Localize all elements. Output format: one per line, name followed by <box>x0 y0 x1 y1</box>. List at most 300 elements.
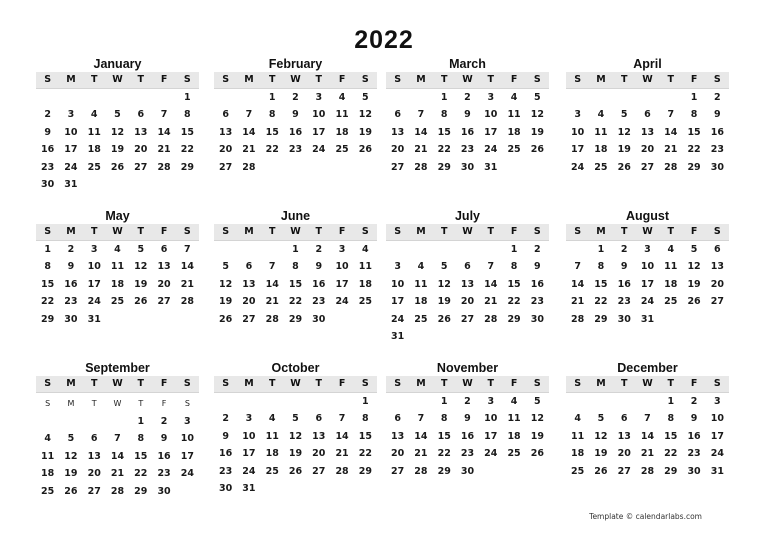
day-cell: 12 <box>134 261 148 273</box>
weekday-header <box>214 72 377 89</box>
weekday-label: S <box>713 378 721 389</box>
weekday-label: T <box>440 74 448 85</box>
day-cell: 8 <box>667 413 675 425</box>
day-cell: 12 <box>437 278 451 290</box>
day-cell: 29 <box>358 465 372 477</box>
day-cell: 27 <box>617 465 631 477</box>
day-cell: 11 <box>664 261 678 273</box>
day-cell: 20 <box>710 278 724 290</box>
day-cell <box>409 89 432 106</box>
day-cell: 31 <box>391 330 405 342</box>
day-cell: 16 <box>687 430 701 442</box>
day-cell: 16 <box>312 278 326 290</box>
day-cell: 8 <box>440 109 448 121</box>
weekday-label: S <box>222 74 230 85</box>
day-cell: 6 <box>714 244 721 255</box>
day-cell: 11 <box>87 126 101 138</box>
day-cell: 28 <box>571 313 585 325</box>
day-cell: 19 <box>358 126 372 138</box>
day-cell: 26 <box>530 144 544 156</box>
day-cell: 28 <box>640 465 655 477</box>
day-cell: 24 <box>312 144 326 156</box>
day-cell: 13 <box>157 261 171 273</box>
day-cell: 9 <box>315 261 323 273</box>
day-cell: 30 <box>460 161 475 173</box>
day-cell <box>129 176 152 193</box>
day-cell <box>106 176 129 193</box>
week-row <box>36 106 199 123</box>
day-cell <box>566 89 589 106</box>
day-cell: 28 <box>180 296 194 308</box>
day-cell <box>214 89 237 106</box>
day-cell: 1 <box>184 92 191 103</box>
day-cell: 26 <box>288 465 303 477</box>
week-row <box>566 141 729 158</box>
day-cell: 3 <box>245 413 253 425</box>
day-cell: 22 <box>507 296 521 308</box>
weekday-label: M <box>244 226 254 237</box>
weekday-label: F <box>338 74 346 85</box>
week-row <box>386 328 549 345</box>
weekday-label: T <box>137 378 145 389</box>
day-cell: 10 <box>64 126 78 138</box>
day-cell: 18 <box>594 144 608 156</box>
day-cell: 29 <box>41 313 55 325</box>
week-row <box>566 276 729 293</box>
week-row <box>36 448 199 465</box>
day-cell: 17 <box>640 278 655 290</box>
day-cell: 9 <box>160 433 168 445</box>
day-cell: 2 <box>315 244 323 255</box>
day-cell: 23 <box>710 144 724 156</box>
week-row <box>36 293 199 310</box>
week-row <box>214 410 377 427</box>
week-row <box>566 293 729 310</box>
day-cell: 21 <box>414 144 428 156</box>
day-cell <box>354 159 377 176</box>
day-cell: 6 <box>222 109 229 121</box>
day-cell: 19 <box>288 448 303 460</box>
day-cell: 22 <box>437 448 451 460</box>
day-cell: 20 <box>219 144 233 156</box>
weekday-label: T <box>137 226 145 237</box>
day-cell: 29 <box>180 161 194 173</box>
day-cell: 2 <box>620 244 628 255</box>
weekday-label: F <box>338 378 346 389</box>
day-cell: 18 <box>358 278 372 290</box>
day-cell <box>526 328 549 345</box>
day-cell: 13 <box>640 126 655 138</box>
weekday-label: F <box>160 378 168 389</box>
day-cell: 23 <box>312 296 326 308</box>
day-cell: 20 <box>460 296 475 308</box>
day-cell: 4 <box>417 261 425 273</box>
day-cell: 18 <box>110 278 125 290</box>
weekday-label: W <box>642 378 653 389</box>
week-row <box>214 428 377 445</box>
day-cell: 10 <box>571 126 585 138</box>
day-cell <box>106 311 129 328</box>
day-cell: 25 <box>87 161 101 173</box>
day-cell: 13 <box>391 126 405 138</box>
weekday-label: W <box>642 74 653 85</box>
day-cell: 27 <box>134 161 148 173</box>
week-row <box>386 410 549 427</box>
day-cell <box>386 393 409 410</box>
day-cell <box>83 176 106 193</box>
weekday-header <box>566 224 729 241</box>
weekday-label: T <box>268 226 276 237</box>
day-cell <box>330 480 353 497</box>
day-cell: 21 <box>242 144 256 156</box>
day-cell <box>479 463 502 480</box>
weekday-label: M <box>596 74 606 85</box>
day-cell: 3 <box>184 416 191 427</box>
day-cell: 23 <box>157 468 171 480</box>
week-row <box>36 141 199 158</box>
year-title: 2022 <box>354 26 414 54</box>
day-cell: 1 <box>440 396 448 407</box>
day-cell: 15 <box>437 430 451 442</box>
day-cell: 16 <box>530 278 544 290</box>
day-cell <box>354 311 377 328</box>
day-cell: 8 <box>440 413 448 425</box>
day-cell: 13 <box>87 450 101 462</box>
week-row <box>566 258 729 275</box>
week-row <box>214 258 377 275</box>
day-cell: 3 <box>574 109 581 121</box>
day-cell: 28 <box>664 161 678 173</box>
day-cell: 7 <box>417 109 425 121</box>
day-cell <box>152 89 175 106</box>
day-cell: 21 <box>640 448 655 460</box>
day-cell: 29 <box>664 465 678 477</box>
day-cell: 31 <box>87 313 101 325</box>
day-cell: 11 <box>594 126 608 138</box>
day-cell: 18 <box>664 278 678 290</box>
day-cell: 20 <box>134 144 148 156</box>
day-cell <box>409 393 432 410</box>
day-cell <box>613 89 636 106</box>
month-december <box>566 360 729 480</box>
day-cell: 10 <box>484 109 498 121</box>
week-row <box>36 159 199 176</box>
day-cell: 12 <box>617 126 631 138</box>
day-cell: 23 <box>41 161 55 173</box>
week-row <box>566 89 729 106</box>
day-cell: 18 <box>507 126 521 138</box>
weekday-header <box>386 224 549 241</box>
week-row <box>36 89 199 106</box>
day-cell: 1 <box>510 244 518 255</box>
day-cell: 29 <box>507 313 521 325</box>
day-cell: 27 <box>710 296 724 308</box>
month-name: June <box>280 209 311 223</box>
day-cell: 3 <box>487 396 495 407</box>
weekday-label: S <box>183 226 191 237</box>
day-cell: 24 <box>64 161 78 173</box>
day-cell: 1 <box>362 396 369 407</box>
day-cell <box>589 393 612 410</box>
weekday-label: S <box>574 74 582 85</box>
month-november <box>386 360 549 480</box>
day-cell <box>307 159 330 176</box>
month-name: July <box>454 209 480 223</box>
day-cell: 4 <box>510 396 518 407</box>
day-cell: 29 <box>594 313 608 325</box>
weekday-label: T <box>667 378 675 389</box>
day-cell <box>237 89 260 106</box>
day-cell <box>330 393 353 410</box>
day-cell: 13 <box>219 126 233 138</box>
day-cell: 19 <box>437 296 451 308</box>
day-cell: 25 <box>110 296 125 308</box>
weekday-label: M <box>416 74 426 85</box>
day-cell: 19 <box>594 448 608 460</box>
day-cell: 12 <box>288 430 303 442</box>
week-row <box>566 410 729 427</box>
month-january <box>36 56 199 193</box>
day-cell: 27 <box>460 313 475 325</box>
day-cell: 18 <box>87 144 101 156</box>
weekday-label: T <box>620 74 628 85</box>
day-cell: 18 <box>571 448 585 460</box>
day-cell <box>261 393 284 410</box>
day-cell: 20 <box>391 448 405 460</box>
week-row <box>36 483 199 500</box>
day-cell: 7 <box>245 109 253 121</box>
day-cell: 19 <box>110 144 125 156</box>
weekday-label: W <box>112 378 123 389</box>
weekday-label: T <box>268 378 276 389</box>
day-cell: 18 <box>41 468 55 480</box>
day-cell: 29 <box>687 161 701 173</box>
day-cell: 12 <box>594 430 608 442</box>
day-cell: 5 <box>534 92 541 103</box>
day-cell: 8 <box>44 261 51 273</box>
month-may <box>36 208 199 328</box>
day-cell: 29 <box>288 313 303 325</box>
day-cell: 6 <box>245 261 253 273</box>
day-cell <box>479 328 502 345</box>
day-cell: 20 <box>87 468 101 480</box>
day-cell: 1 <box>690 92 698 103</box>
week-row <box>386 159 549 176</box>
day-cell: 21 <box>110 468 125 480</box>
weekday-label: M <box>244 378 254 389</box>
weekday-label: M <box>596 378 606 389</box>
day-cell: 21 <box>664 144 678 156</box>
day-cell: 27 <box>242 313 256 325</box>
day-cell: 3 <box>67 109 75 121</box>
weekday-label: S <box>361 378 369 389</box>
day-cell: 6 <box>315 413 323 425</box>
weekday-label: S <box>533 74 541 85</box>
day-cell: 2 <box>160 416 168 427</box>
day-cell <box>176 483 199 500</box>
day-cell: 5 <box>440 261 448 273</box>
day-cell: 26 <box>358 144 372 156</box>
month-name: April <box>633 57 662 71</box>
day-cell: 15 <box>358 430 372 442</box>
day-cell: 23 <box>617 296 631 308</box>
weekday-label: T <box>440 226 448 237</box>
day-cell: 9 <box>292 109 299 121</box>
day-cell <box>129 89 152 106</box>
day-cell: 28 <box>335 465 349 477</box>
day-cell: 26 <box>617 161 631 173</box>
day-cell: 10 <box>87 261 101 273</box>
day-cell: 5 <box>534 396 541 407</box>
day-cell: 11 <box>358 261 372 273</box>
day-cell: 17 <box>64 144 78 156</box>
weekday-label: T <box>268 74 276 85</box>
weekday-label: W <box>290 378 301 389</box>
day-cell <box>307 480 330 497</box>
day-cell: 23 <box>288 144 303 156</box>
day-cell: 30 <box>530 313 544 325</box>
day-cell: 14 <box>335 430 349 442</box>
day-cell: 12 <box>219 278 233 290</box>
day-cell: 2 <box>464 396 471 407</box>
day-cell: 3 <box>90 244 98 255</box>
day-cell: 17 <box>180 450 194 462</box>
day-cell <box>456 328 479 345</box>
day-cell <box>589 89 612 106</box>
day-cell: 13 <box>242 278 256 290</box>
week-row <box>214 445 377 462</box>
weekday-label: S <box>361 226 369 237</box>
weekday-label: F <box>690 378 698 389</box>
week-row <box>386 393 549 410</box>
day-cell: 1 <box>268 92 276 103</box>
weekday-label: S <box>394 74 402 85</box>
day-cell <box>682 311 705 328</box>
day-cell: 3 <box>487 92 495 103</box>
day-cell: 9 <box>464 413 471 425</box>
weekday-label: T <box>91 399 97 408</box>
day-cell: 12 <box>530 109 544 121</box>
day-cell <box>261 159 284 176</box>
day-cell: 3 <box>714 396 721 407</box>
day-cell: 18 <box>414 296 428 308</box>
day-cell: 19 <box>530 430 544 442</box>
weekday-label: T <box>487 74 495 85</box>
weekday-label: T <box>620 226 628 237</box>
day-cell <box>152 311 175 328</box>
day-cell: 19 <box>64 468 78 480</box>
day-cell: 15 <box>507 278 521 290</box>
day-cell: 6 <box>620 413 628 425</box>
day-cell: 20 <box>617 448 631 460</box>
day-cell <box>176 311 199 328</box>
week-row <box>386 89 549 106</box>
weekday-label: T <box>137 74 145 85</box>
day-cell <box>502 159 525 176</box>
day-cell: 7 <box>574 261 581 273</box>
day-cell: 29 <box>437 465 451 477</box>
weekday-header <box>566 72 729 89</box>
day-cell: 14 <box>414 430 428 442</box>
week-row <box>386 124 549 141</box>
day-cell: 17 <box>87 278 101 290</box>
day-cell: 16 <box>157 450 171 462</box>
weekday-label: W <box>462 226 473 237</box>
day-cell: 1 <box>292 244 299 255</box>
day-cell: 17 <box>335 278 349 290</box>
weekday-label: T <box>90 378 98 389</box>
day-cell: 5 <box>292 413 299 425</box>
day-cell: 23 <box>219 465 233 477</box>
day-cell: 10 <box>710 413 724 425</box>
day-cell <box>284 159 307 176</box>
day-cell: 24 <box>484 144 498 156</box>
day-cell: 22 <box>41 296 55 308</box>
day-cell: 27 <box>391 465 405 477</box>
weekday-label: W <box>290 74 301 85</box>
day-cell: 2 <box>690 396 698 407</box>
day-cell: 19 <box>219 296 233 308</box>
weekday-label: F <box>510 378 518 389</box>
day-cell: 12 <box>110 126 125 138</box>
day-cell: 20 <box>312 448 326 460</box>
day-cell: 2 <box>44 109 51 121</box>
day-cell: 21 <box>484 296 498 308</box>
month-october <box>214 360 377 497</box>
day-cell: 27 <box>640 161 655 173</box>
weekday-label: M <box>416 378 426 389</box>
day-cell: 2 <box>222 413 229 425</box>
weekday-label: S <box>713 226 721 237</box>
month-march <box>386 56 549 176</box>
weekday-label: S <box>183 74 191 85</box>
day-cell: 11 <box>507 413 521 425</box>
week-row <box>214 480 377 497</box>
weekday-label: M <box>244 74 254 85</box>
weekday-header <box>386 72 549 89</box>
weekday-label: F <box>690 226 698 237</box>
weekday-label: T <box>315 226 323 237</box>
week-row <box>566 159 729 176</box>
day-cell: 28 <box>484 313 498 325</box>
day-cell: 4 <box>597 109 605 121</box>
day-cell: 26 <box>110 161 125 173</box>
day-cell: 8 <box>184 109 191 121</box>
day-cell <box>176 176 199 193</box>
weekday-label: S <box>222 226 230 237</box>
day-cell: 20 <box>391 144 405 156</box>
day-cell: 4 <box>362 244 369 255</box>
day-cell: 27 <box>157 296 171 308</box>
day-cell: 22 <box>664 448 678 460</box>
day-cell: 19 <box>617 144 631 156</box>
weekday-label: T <box>315 74 323 85</box>
day-cell: 5 <box>67 433 75 445</box>
day-cell: 21 <box>265 296 279 308</box>
day-cell: 8 <box>510 261 518 273</box>
day-cell: 7 <box>160 109 168 121</box>
day-cell: 16 <box>617 278 631 290</box>
week-row <box>36 413 199 430</box>
weekday-label: F <box>161 399 167 408</box>
day-cell: 14 <box>664 126 678 138</box>
week-row <box>36 276 199 293</box>
day-cell: 6 <box>464 261 471 273</box>
weekday-label: M <box>596 226 606 237</box>
day-cell: 7 <box>338 413 346 425</box>
weekday-header <box>214 376 377 393</box>
day-cell: 26 <box>64 485 78 497</box>
